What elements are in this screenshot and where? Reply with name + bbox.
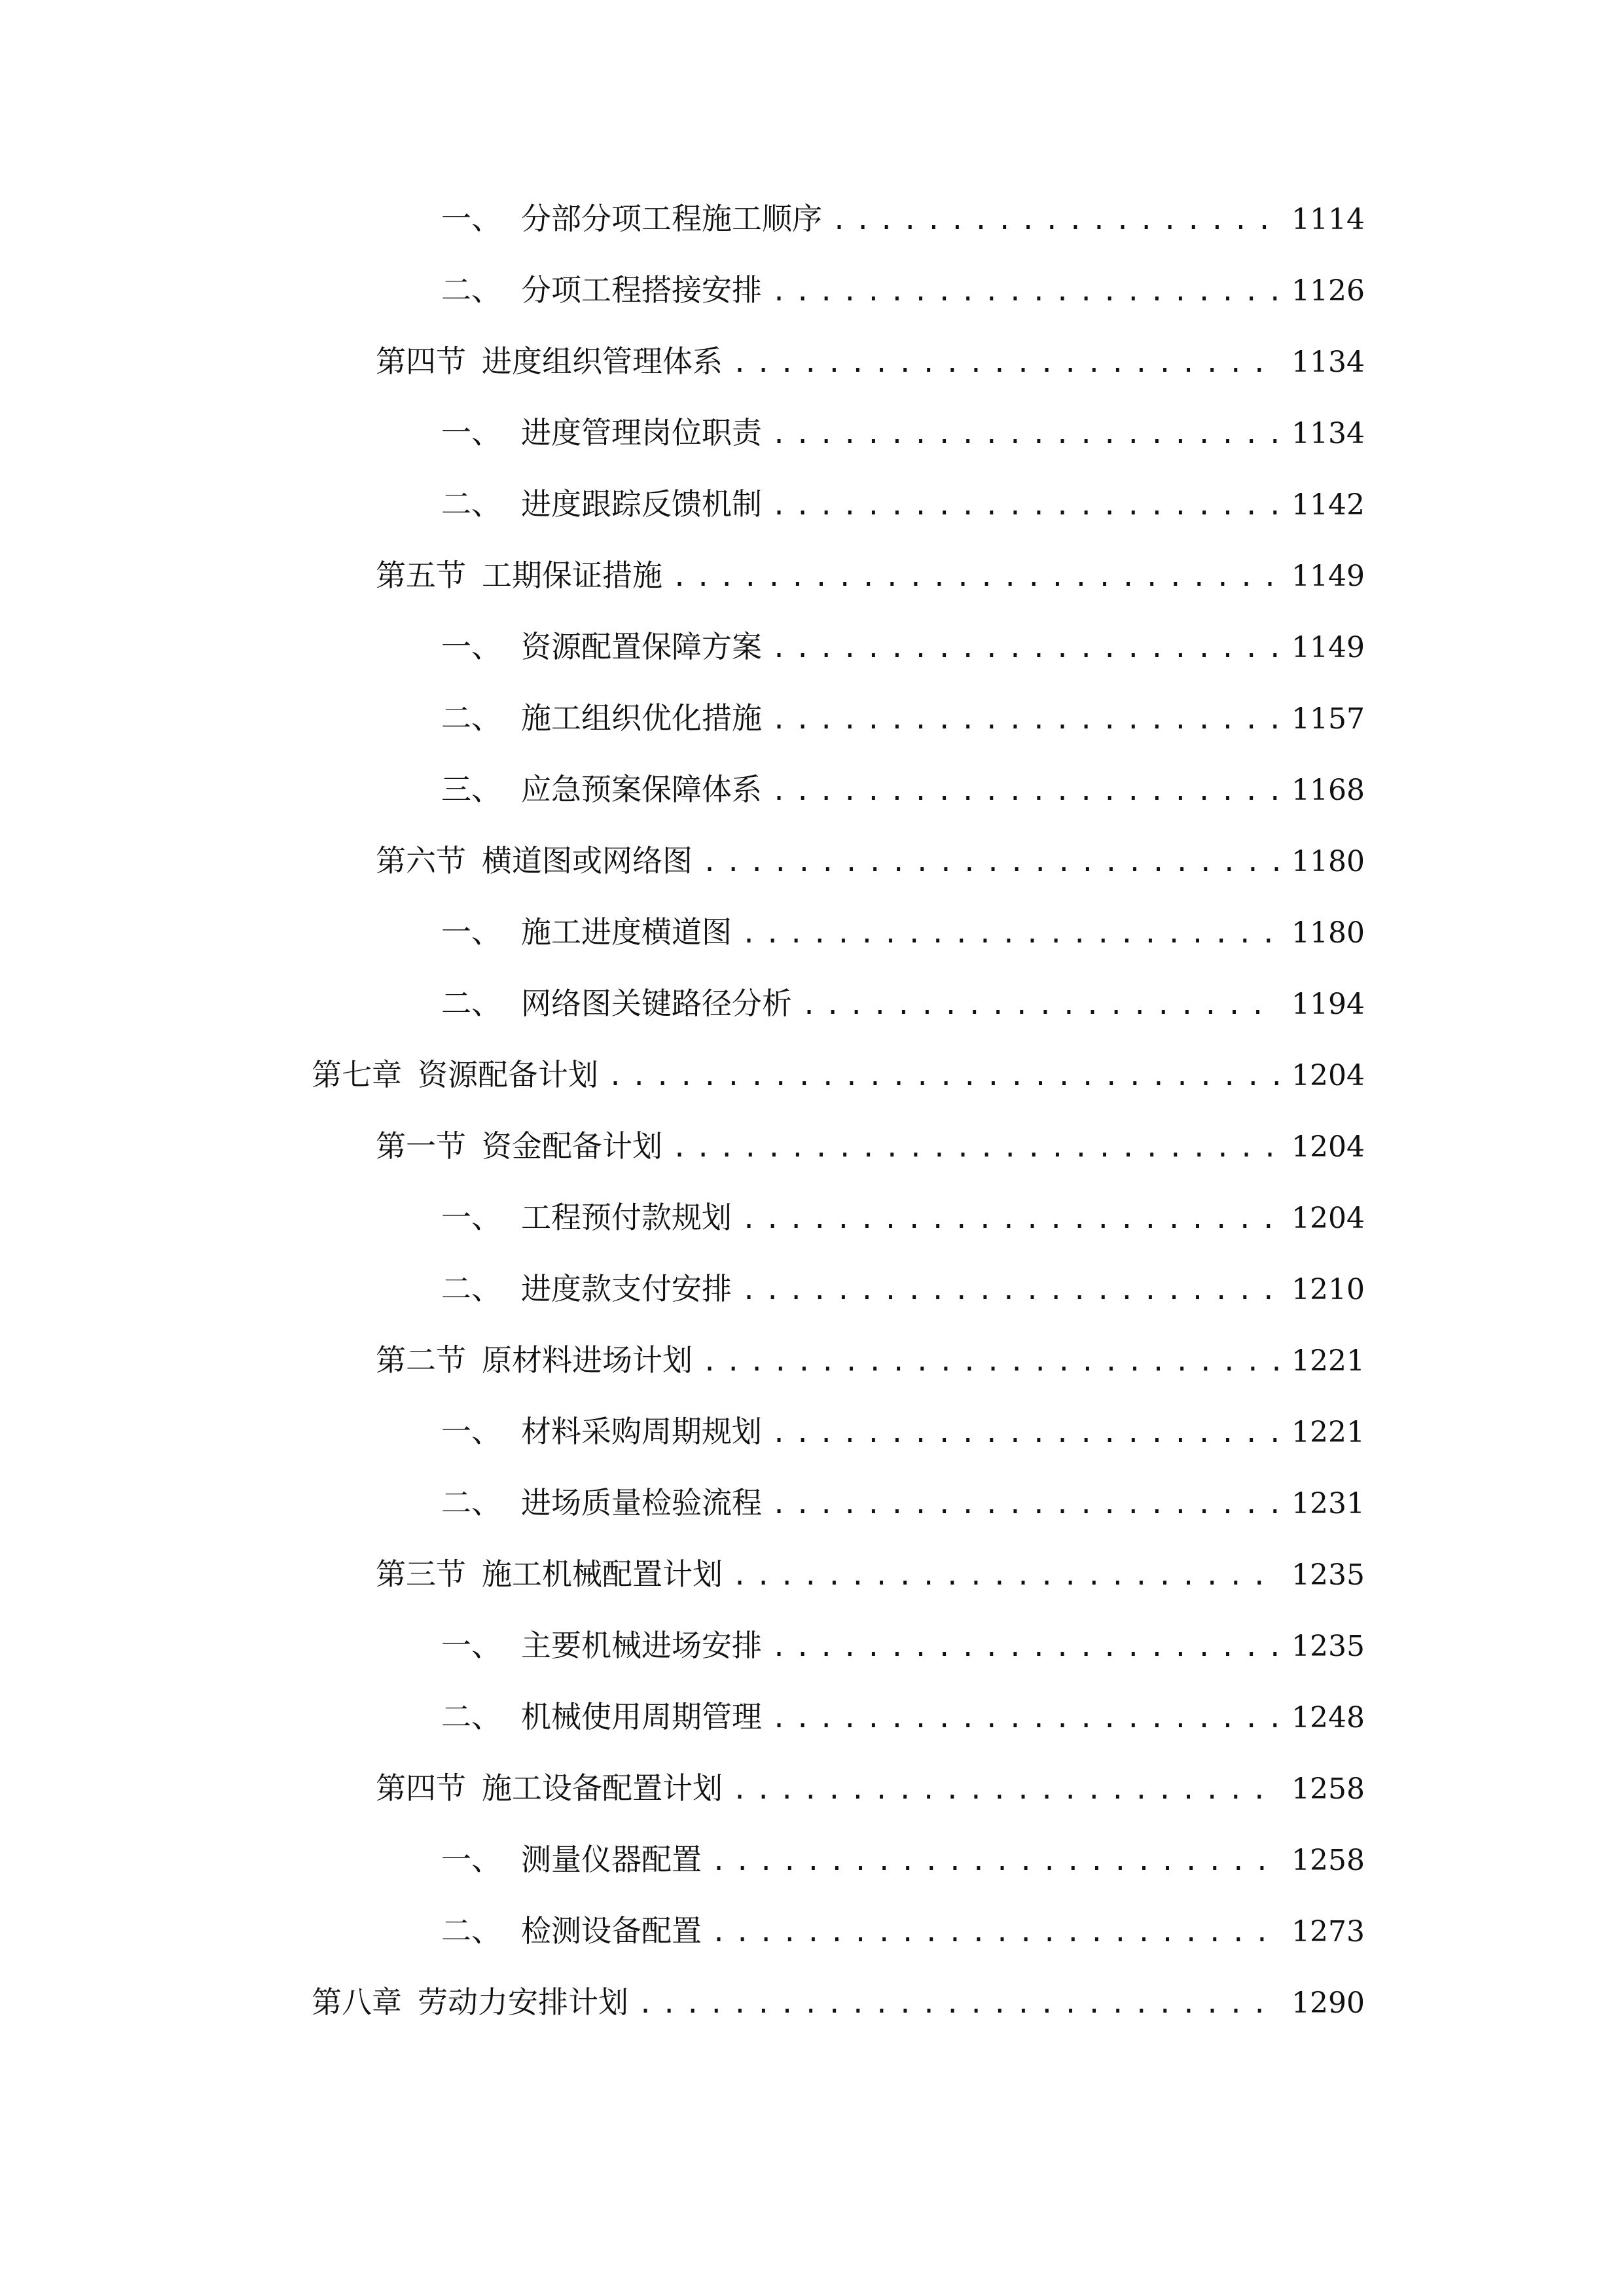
dot-leader bbox=[771, 770, 1280, 813]
toc-entry-title: 进度管理岗位职责 bbox=[521, 415, 762, 450]
toc-entry-page: 1157 bbox=[1291, 702, 1365, 736]
toc-entry[interactable] bbox=[441, 1624, 1365, 1667]
toc-entry-title: 劳动力安排计划 bbox=[418, 1984, 628, 2020]
toc-entry-number: 第六节 bbox=[376, 843, 466, 878]
dot-leader bbox=[771, 1626, 1280, 1669]
dot-leader bbox=[672, 1126, 1280, 1170]
toc-entry-page: 1290 bbox=[1291, 1986, 1365, 2020]
toc-entry-title: 施工组织优化措施 bbox=[521, 700, 762, 736]
toc-entry-title: 横道图或网络图 bbox=[482, 843, 693, 878]
toc-entry-page: 1194 bbox=[1291, 988, 1365, 1021]
toc-entry-number: 一、 bbox=[441, 201, 501, 236]
toc-entry-page: 1142 bbox=[1291, 488, 1365, 522]
toc-entry-title: 网络图关键路径分析 bbox=[521, 986, 792, 1021]
toc-entry-title: 工期保证措施 bbox=[482, 558, 662, 593]
toc-entry-number: 二、 bbox=[441, 1271, 501, 1306]
toc-entry-number: 二、 bbox=[441, 1913, 501, 1948]
toc-entry[interactable] bbox=[441, 625, 1365, 668]
toc-entry[interactable] bbox=[376, 1767, 1365, 1810]
toc-entry-page: 1126 bbox=[1291, 274, 1365, 308]
toc-entry-title: 进度组织管理体系 bbox=[482, 344, 723, 379]
dot-leader bbox=[771, 698, 1280, 742]
toc-entry-page: 1258 bbox=[1291, 1772, 1365, 1806]
toc-entry-page: 1235 bbox=[1291, 1630, 1365, 1663]
toc-entry-title: 材料采购周期规划 bbox=[521, 1414, 762, 1449]
toc-entry-number: 第七章 bbox=[312, 1057, 402, 1092]
toc-entry-page: 1248 bbox=[1291, 1701, 1365, 1734]
toc-entry-title: 原材料进场计划 bbox=[482, 1342, 693, 1378]
toc-entry-page: 1221 bbox=[1291, 1344, 1365, 1378]
toc-entry-page: 1204 bbox=[1291, 1202, 1365, 1235]
toc-entry[interactable] bbox=[441, 910, 1365, 954]
toc-entry-number: 一、 bbox=[441, 629, 501, 664]
toc-entry-number: 一、 bbox=[441, 1200, 501, 1235]
toc-entry-number: 第一节 bbox=[376, 1128, 466, 1164]
toc-entry[interactable] bbox=[312, 1981, 1365, 2024]
toc-entry[interactable] bbox=[441, 1410, 1365, 1453]
toc-entry-title: 资金配备计划 bbox=[482, 1128, 662, 1164]
toc-entry[interactable] bbox=[441, 197, 1365, 240]
toc-entry-title: 进场质量检验流程 bbox=[521, 1485, 762, 1520]
toc-entry-number: 一、 bbox=[441, 1414, 501, 1449]
toc-entry-number: 第四节 bbox=[376, 1770, 466, 1806]
toc-entry-title: 进度款支付安排 bbox=[521, 1271, 732, 1306]
toc-entry-page: 1149 bbox=[1291, 631, 1365, 664]
toc-entry-number: 二、 bbox=[441, 1485, 501, 1520]
toc-entry[interactable] bbox=[441, 1838, 1365, 1881]
toc-entry[interactable] bbox=[441, 411, 1365, 454]
toc-entry-page: 1149 bbox=[1291, 560, 1365, 593]
toc-entry-title: 进度跟踪反馈机制 bbox=[521, 486, 762, 522]
dot-leader bbox=[732, 1768, 1280, 1812]
toc-entry-title: 分部分项工程施工顺序 bbox=[521, 201, 822, 236]
toc-entry[interactable] bbox=[376, 1552, 1365, 1596]
toc-entry-title: 应急预案保障体系 bbox=[521, 772, 762, 807]
dot-leader bbox=[831, 199, 1280, 242]
toc-entry-number: 二、 bbox=[441, 272, 501, 308]
toc-entry-title: 主要机械进场安排 bbox=[521, 1628, 762, 1663]
toc-entry-number: 二、 bbox=[441, 986, 501, 1021]
dot-leader bbox=[771, 627, 1280, 670]
dot-leader bbox=[771, 1412, 1280, 1455]
toc-entry-page: 1204 bbox=[1291, 1059, 1365, 1092]
toc-entry-page: 1134 bbox=[1291, 417, 1365, 450]
toc-entry-number: 二、 bbox=[441, 700, 501, 736]
dot-leader bbox=[771, 484, 1280, 528]
toc-entry[interactable] bbox=[312, 1053, 1365, 1096]
dot-leader bbox=[771, 270, 1280, 314]
toc-entry-page: 1221 bbox=[1291, 1416, 1365, 1449]
toc-entry-title: 资源配置保障方案 bbox=[521, 629, 762, 664]
toc-entry-number: 一、 bbox=[441, 415, 501, 450]
toc-entry-page: 1134 bbox=[1291, 346, 1365, 379]
toc-entry-page: 1231 bbox=[1291, 1487, 1365, 1520]
toc-entry[interactable] bbox=[376, 1124, 1365, 1168]
toc-entry[interactable] bbox=[376, 1338, 1365, 1382]
toc-entry[interactable] bbox=[441, 1196, 1365, 1239]
dot-leader bbox=[607, 1055, 1280, 1098]
toc-entry-page: 1204 bbox=[1291, 1130, 1365, 1164]
dot-leader bbox=[732, 1554, 1280, 1598]
toc-entry-title: 资源配备计划 bbox=[418, 1057, 598, 1092]
toc-entry[interactable] bbox=[441, 768, 1365, 811]
toc-entry[interactable] bbox=[376, 839, 1365, 882]
toc-entry-number: 第二节 bbox=[376, 1342, 466, 1378]
toc-entry-page: 1114 bbox=[1291, 203, 1365, 236]
toc-entry-page: 1273 bbox=[1291, 1915, 1365, 1948]
toc-entry[interactable] bbox=[441, 1909, 1365, 1952]
toc-entry[interactable] bbox=[441, 482, 1365, 526]
dot-leader bbox=[741, 1198, 1280, 1241]
toc-entry-page: 1180 bbox=[1291, 845, 1365, 878]
toc-entry-title: 施工设备配置计划 bbox=[482, 1770, 723, 1806]
toc-entry[interactable] bbox=[441, 982, 1365, 1025]
toc-entry-page: 1168 bbox=[1291, 774, 1365, 807]
dot-leader bbox=[771, 1697, 1280, 1740]
toc-entry-number: 一、 bbox=[441, 1628, 501, 1663]
toc-entry-title: 检测设备配置 bbox=[521, 1913, 702, 1948]
dot-leader bbox=[741, 912, 1280, 956]
toc-entry-title: 施工机械配置计划 bbox=[482, 1556, 723, 1592]
toc-entry-number: 第四节 bbox=[376, 344, 466, 379]
toc-entry-number: 一、 bbox=[441, 914, 501, 950]
dot-leader bbox=[672, 556, 1280, 599]
toc-entry[interactable] bbox=[376, 554, 1365, 597]
toc-entry-number: 三、 bbox=[441, 772, 501, 807]
toc-entry-title: 测量仪器配置 bbox=[521, 1842, 702, 1877]
toc-entry[interactable] bbox=[441, 1481, 1365, 1524]
toc-entry-title: 分项工程搭接安排 bbox=[521, 272, 762, 308]
dot-leader bbox=[638, 1982, 1280, 2026]
toc-entry-page: 1180 bbox=[1291, 916, 1365, 950]
toc-entry[interactable] bbox=[441, 696, 1365, 740]
toc-entry-page: 1210 bbox=[1291, 1273, 1365, 1306]
toc-entry-number: 第八章 bbox=[312, 1984, 402, 2020]
toc-entry-number: 二、 bbox=[441, 1699, 501, 1734]
dot-leader bbox=[702, 1340, 1280, 1384]
toc-entry-title: 工程预付款规划 bbox=[521, 1200, 732, 1235]
toc-entry-page: 1235 bbox=[1291, 1558, 1365, 1592]
toc-entry-number: 第三节 bbox=[376, 1556, 466, 1592]
dot-leader bbox=[711, 1840, 1280, 1883]
toc-entry-number: 一、 bbox=[441, 1842, 501, 1877]
dot-leader bbox=[771, 1483, 1280, 1526]
toc-entry[interactable] bbox=[441, 268, 1365, 312]
toc-entry[interactable] bbox=[376, 340, 1365, 383]
dot-leader bbox=[711, 1911, 1280, 1954]
toc-entry-title: 机械使用周期管理 bbox=[521, 1699, 762, 1734]
dot-leader bbox=[741, 1269, 1280, 1312]
toc-entry-title: 施工进度横道图 bbox=[521, 914, 732, 950]
toc-entry[interactable] bbox=[441, 1267, 1365, 1310]
toc-entry-page: 1258 bbox=[1291, 1844, 1365, 1877]
toc-entry-number: 二、 bbox=[441, 486, 501, 522]
toc-entry[interactable] bbox=[441, 1695, 1365, 1738]
dot-leader bbox=[801, 984, 1280, 1027]
toc-entry-number: 第五节 bbox=[376, 558, 466, 593]
dot-leader bbox=[732, 342, 1280, 385]
dot-leader bbox=[702, 841, 1280, 884]
dot-leader bbox=[771, 413, 1280, 456]
